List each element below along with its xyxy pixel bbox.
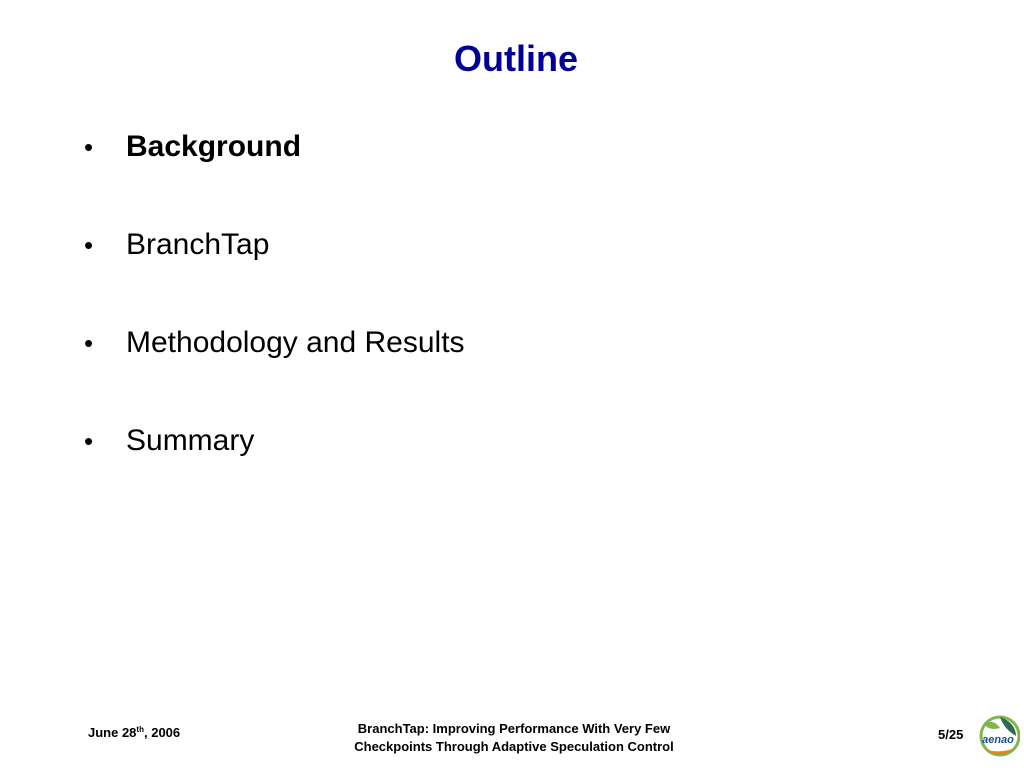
- bullet-text: Summary: [126, 424, 255, 457]
- logo-leaf-green: [984, 722, 1000, 729]
- footer-date-ordinal: th: [136, 725, 144, 734]
- footer-presentation-title: [314, 720, 714, 756]
- bullet-symbol: •: [84, 426, 94, 456]
- bullet-symbol: •: [84, 328, 94, 358]
- page-number: 5/25: [938, 727, 964, 742]
- footer-date: [88, 724, 180, 742]
- logo-wordmark: aenao: [982, 734, 1014, 746]
- bullet-text: Background: [126, 130, 302, 163]
- bullet-text: Methodology and Results: [126, 326, 465, 359]
- bullet-symbol: •: [84, 132, 94, 162]
- footer-date-suffix: , 2006: [143, 725, 181, 740]
- bullet-text: BranchTap: [126, 228, 270, 261]
- aenao-logo-graphic: [976, 714, 1020, 758]
- bullet-symbol: •: [84, 230, 94, 260]
- footer-date-prefix: June 28: [88, 725, 137, 740]
- slide-title: Outline: [454, 38, 578, 79]
- footer-title-line-2: Checkpoints Through Adaptive Speculation Control: [354, 739, 674, 754]
- aenao-logo-icon: [976, 714, 1020, 758]
- footer-title-line-1: BranchTap: Improving Performance With Very Few: [357, 721, 671, 736]
